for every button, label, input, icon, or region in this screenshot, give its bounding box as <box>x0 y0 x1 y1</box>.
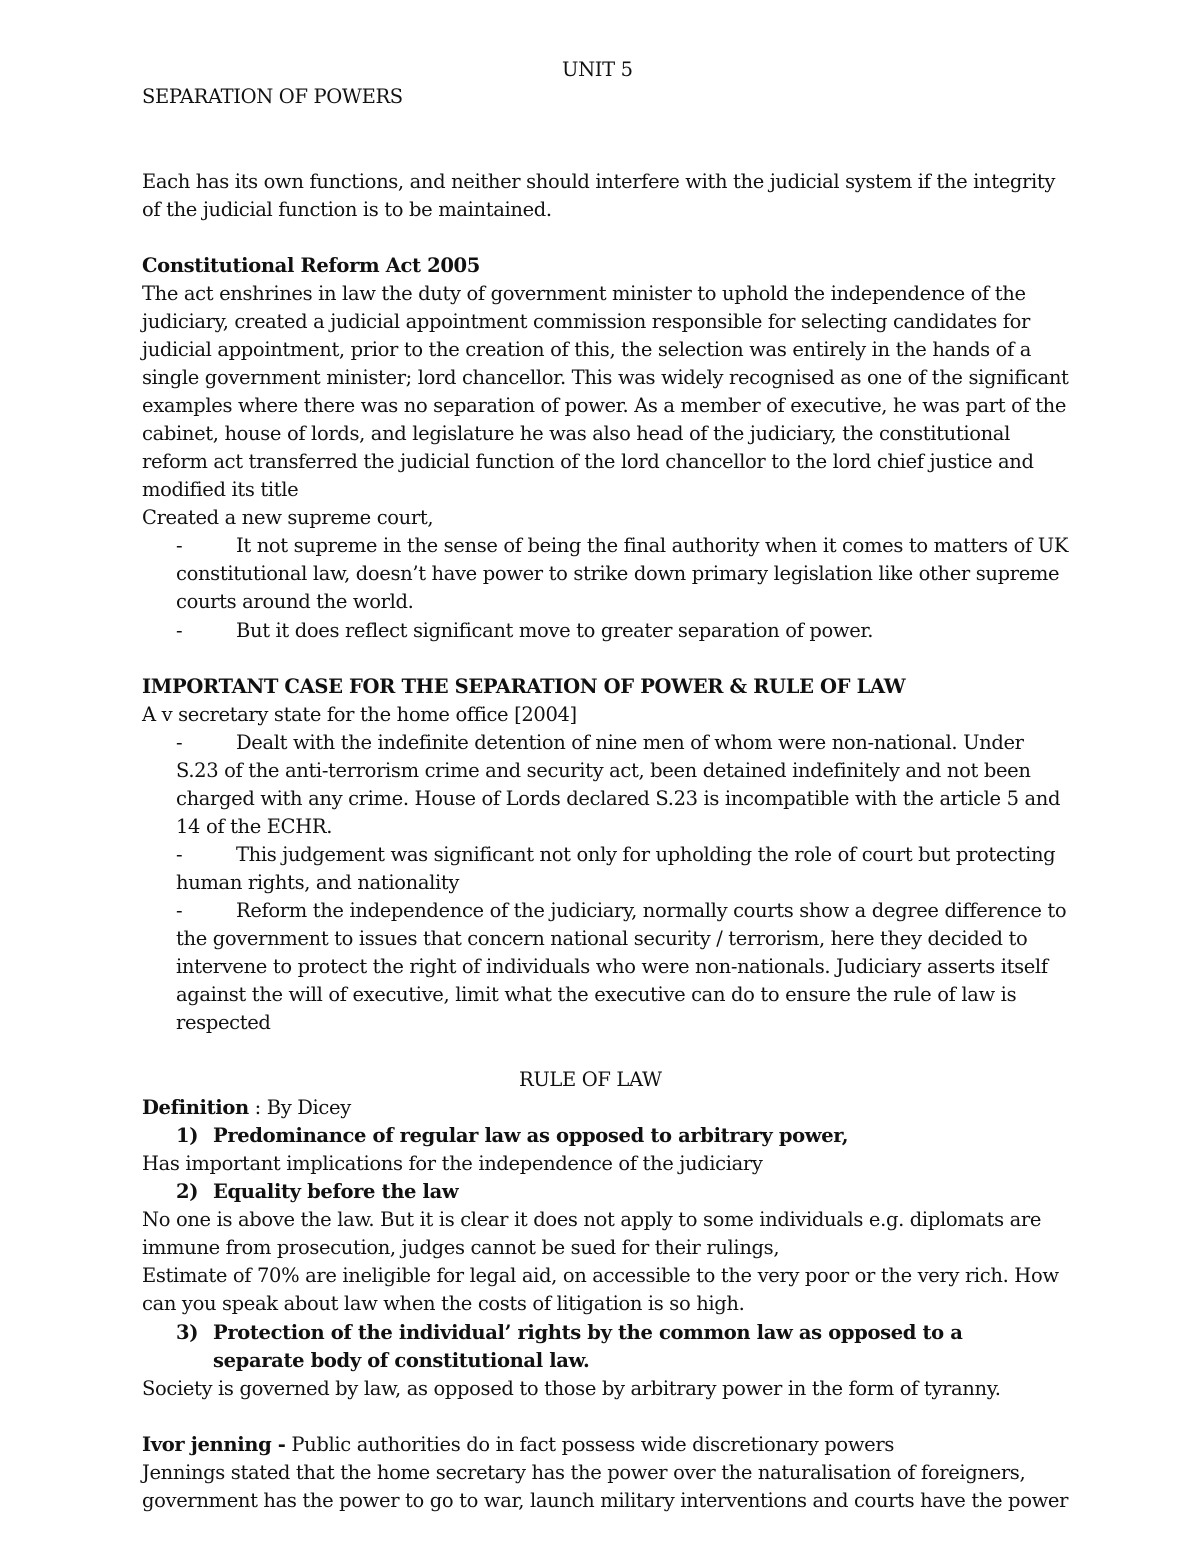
jennings-lead: Public authorities do in fact possess wide discretionary powers <box>291 1433 894 1456</box>
bullet-line: the government to issues that concern national security / terrorism, here they decided to <box>176 927 1028 950</box>
section-title: SEPARATION OF POWERS <box>142 85 403 108</box>
point-body: Has important implications for the independence of the judiciary <box>142 1152 763 1175</box>
jennings-name: Ivor jenning - <box>142 1433 286 1456</box>
intro-line: of the judicial function is to be maintained. <box>142 198 552 221</box>
point-number: 3) <box>176 1321 199 1344</box>
jennings-line <box>142 1435 894 1455</box>
cra-line: single government minister; lord chancellor. This was widely recognised as one of the significant <box>142 366 1069 389</box>
point-title-continued: separate body of constitutional law. <box>213 1349 590 1372</box>
bullet-dash: - <box>176 619 183 642</box>
point-heading <box>176 1126 848 1146</box>
point-heading <box>176 1323 963 1343</box>
cra-line: reform act transferred the judicial function of the lord chancellor to the lord chief justice and <box>142 450 1034 473</box>
bullet-line: against the will of executive, limit what the executive can do to ensure the rule of law is <box>176 983 1017 1006</box>
point-title: Predominance of regular law as opposed to arbitrary power, <box>213 1124 849 1147</box>
jennings-body: government has the power to go to war, launch military interventions and courts have the power <box>142 1489 1069 1512</box>
definition-colon: : <box>254 1096 261 1119</box>
cra-heading: Constitutional Reform Act 2005 <box>142 254 480 277</box>
bullet-dash: - <box>176 731 183 754</box>
bullet-line: S.23 of the anti-terrorism crime and security act, been detained indefinitely and not been <box>176 759 1031 782</box>
bullet-line: 14 of the ECHR. <box>176 815 333 838</box>
bullet-line: It not supreme in the sense of being the final authority when it comes to matters of UK <box>236 534 1069 557</box>
bullet-line: courts around the world. <box>176 590 414 613</box>
point-title: Equality before the law <box>213 1180 459 1203</box>
point-heading <box>176 1182 458 1202</box>
bullet-line: Reform the independence of the judiciary, normally courts show a degree difference to <box>236 899 1067 922</box>
rule-of-law-heading: RULE OF LAW <box>519 1068 662 1091</box>
point-number: 2) <box>176 1180 199 1203</box>
point-title: Protection of the individual’ rights by the common law as opposed to a <box>213 1321 963 1344</box>
bullet-line: This judgement was significant not only for upholding the role of court but protecting <box>236 843 1056 866</box>
jennings-body: Jennings stated that the home secretary has the power over the naturalisation of foreigners, <box>142 1461 1026 1484</box>
bullet-line: Dealt with the indefinite detention of nine men of whom were non-national. Under <box>236 731 1024 754</box>
bullet-dash: - <box>176 899 183 922</box>
cra-line: examples where there was no separation of power. As a member of executive, he was part of the <box>142 394 1067 417</box>
case-citation: A v secretary state for the home office [2004] <box>142 703 577 726</box>
cra-line: Created a new supreme court, <box>142 506 434 529</box>
intro-line: Each has its own functions, and neither should interfere with the judicial system if the integrity <box>142 170 1056 193</box>
point-body: Society is governed by law, as opposed to those by arbitrary power in the form of tyranny. <box>142 1377 1001 1400</box>
definition-line <box>142 1098 351 1118</box>
case-heading: IMPORTANT CASE FOR THE SEPARATION OF POWER & RULE OF LAW <box>142 675 906 698</box>
cra-line: cabinet, house of lords, and legislature he was also head of the judiciary, the constitutional <box>142 422 1010 445</box>
bullet-line: intervene to protect the right of individuals who were non-nationals. Judiciary asserts itself <box>176 955 1048 978</box>
bullet-line: constitutional law, doesn’t have power to strike down primary legislation like other supreme <box>176 562 1060 585</box>
bullet-line: charged with any crime. House of Lords declared S.23 is incompatible with the article 5 and <box>176 787 1061 810</box>
bullet-dash: - <box>176 534 183 557</box>
bullet-dash: - <box>176 843 183 866</box>
bullet-line: But it does reflect significant move to greater separation of power. <box>236 619 874 642</box>
point-body: No one is above the law. But it is clear it does not apply to some individuals e.g. diplomats are <box>142 1208 1042 1231</box>
cra-line: modified its title <box>142 478 299 501</box>
definition-label: Definition <box>142 1096 249 1119</box>
bullet-line: respected <box>176 1011 271 1034</box>
point-body: immune from prosecution, judges cannot be sued for their rulings, <box>142 1236 780 1259</box>
point-body: Estimate of 70% are ineligible for legal aid, on accessible to the very poor or the very rich. How <box>142 1264 1059 1287</box>
cra-line: judiciary, created a judicial appointment commission responsible for selecting candidates for <box>142 310 1030 333</box>
cra-line: judicial appointment, prior to the creation of this, the selection was entirely in the hands of a <box>142 338 1032 361</box>
point-number: 1) <box>176 1124 199 1147</box>
point-body: can you speak about law when the costs of litigation is so high. <box>142 1292 745 1315</box>
unit-heading: UNIT 5 <box>562 58 633 81</box>
cra-line: The act enshrines in law the duty of government minister to uphold the independence of the <box>142 282 1026 305</box>
definition-text: By Dicey <box>266 1096 351 1119</box>
bullet-line: human rights, and nationality <box>176 871 460 894</box>
